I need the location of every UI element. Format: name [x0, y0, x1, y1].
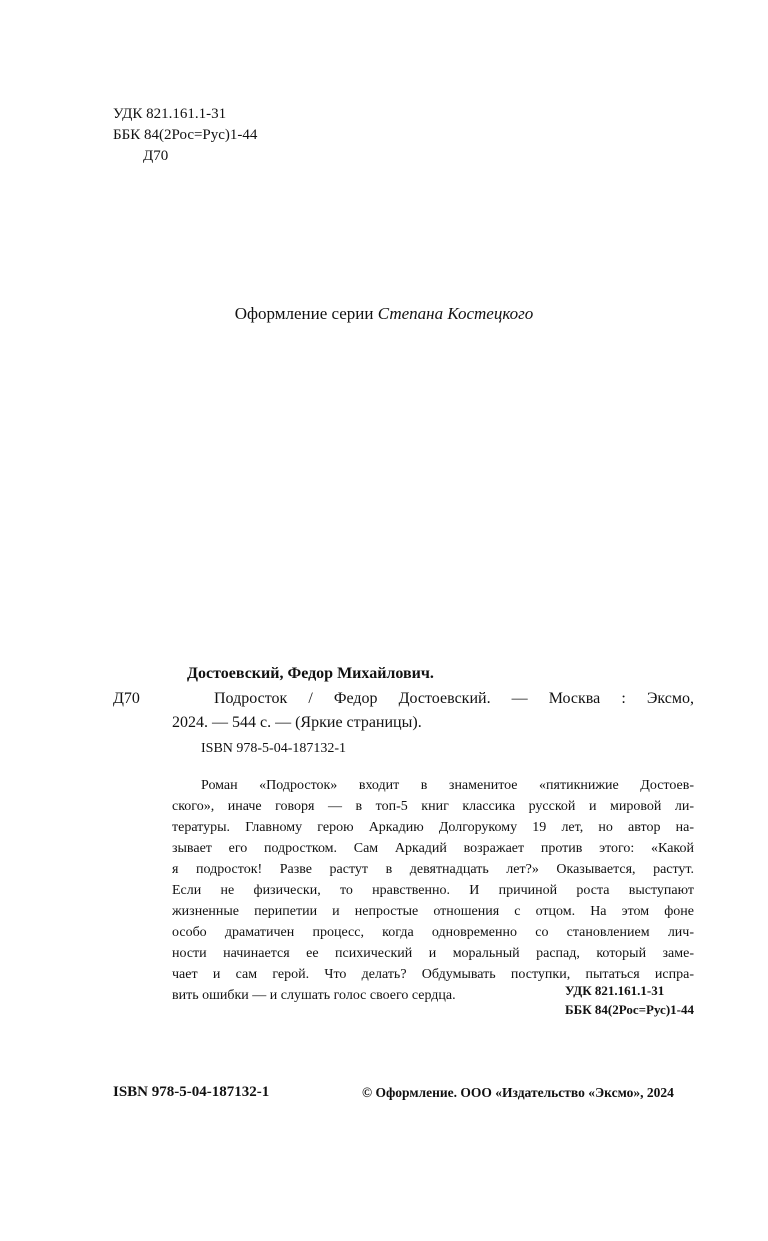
annotation-line: я подросток! Разве растут в девятнадцать лет?» Оказывается, растут.	[172, 862, 694, 877]
catalog-isbn: ISBN 978-5-04-187132-1	[201, 741, 347, 756]
annotation-line: ского», иначе говоря — в топ-5 книг классика русской и мировой ли-	[172, 799, 694, 814]
annotation-line: вить ошибки — и слушать голос своего сердца.	[172, 988, 456, 1003]
series-design-credit	[0, 304, 768, 324]
annotation-line: тературы. Главному герою Аркадию Долгорукому 19 лет, но автор на-	[172, 820, 694, 835]
catalog-classification-codes	[565, 981, 694, 1019]
catalog-author-mark: Д70	[113, 690, 140, 707]
catalog-udk-code: УДК 821.161.1-31	[565, 983, 665, 998]
annotation	[172, 775, 694, 1006]
catalog-description-line-1: Подросток / Федор Достоевский. — Москва : Эксмо,	[214, 690, 694, 707]
annotation-line: ности начинается ее психический и моральный распад, который заме-	[172, 946, 694, 961]
series-designer-name: Степана Костецкого	[377, 304, 534, 323]
catalog-bbk-code: ББК 84(2Рос=Рус)1-44	[565, 1002, 694, 1017]
catalog-author: Достоевский, Федор Михайлович.	[187, 665, 434, 682]
footer-isbn: ISBN 978-5-04-187132-1	[113, 1084, 270, 1100]
series-design-prefix: Оформление серии	[234, 304, 378, 323]
annotation-line: зывает его подростком. Сам Аркадий возражает против этого: «Какой	[172, 841, 694, 856]
catalog-description-line-2: 2024. — 544 с. — (Яркие страницы).	[172, 714, 422, 731]
footer-copyright: © Оформление. ООО «Издательство «Эксмо», 2024	[362, 1085, 674, 1100]
annotation-line: особо драматичен процесс, когда одновременно со становлением лич-	[172, 925, 694, 940]
author-mark: Д70	[143, 148, 169, 164]
top-classification-codes	[113, 104, 257, 167]
annotation-line: Если не физически, то нравственно. И причиной роста выступают	[172, 883, 694, 898]
annotation-line: чает и сам герой. Что делать? Обдумывать поступки, пытаться испра-	[172, 967, 694, 982]
bbk-code: ББК 84(2Рос=Рус)1-44	[113, 127, 258, 143]
annotation-line: жизненные перипетии и непростые отношения с отцом. На этом фоне	[172, 904, 694, 919]
udk-code: УДК 821.161.1-31	[113, 106, 227, 122]
annotation-line: Роман «Подросток» входит в знаменитое «пятикнижие Достоев-	[201, 778, 694, 793]
